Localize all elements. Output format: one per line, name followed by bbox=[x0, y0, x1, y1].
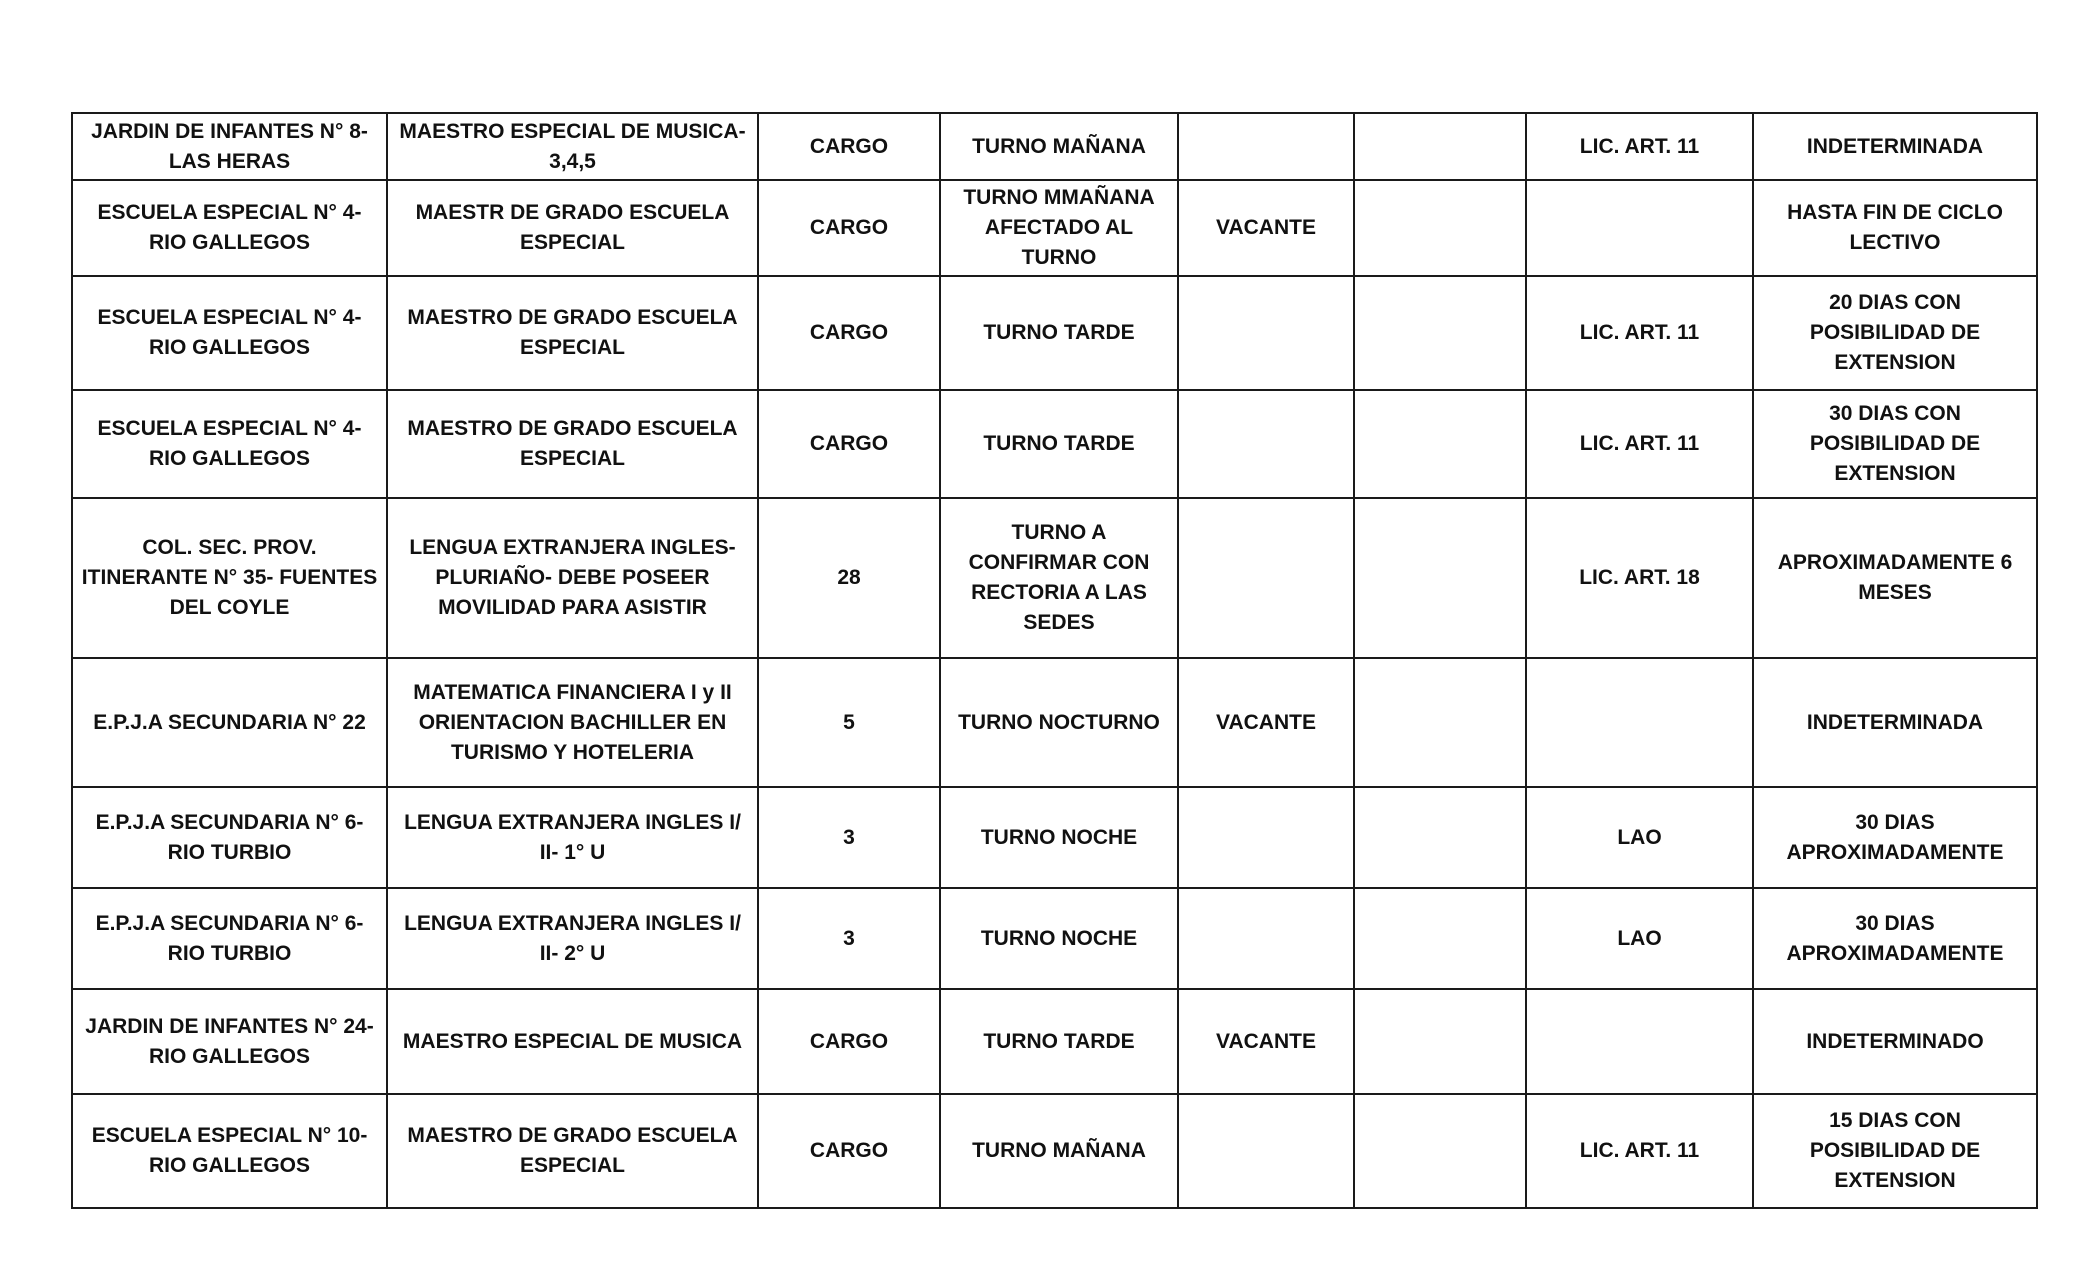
license-cell: LIC. ART. 11 bbox=[1526, 390, 1753, 498]
hours-cell: CARGO bbox=[758, 390, 940, 498]
shift-cell: TURNO TARDE bbox=[940, 390, 1178, 498]
school-cell: COL. SEC. PROV. ITINERANTE N° 35- FUENTES DEL COYLE bbox=[72, 498, 387, 658]
table-row bbox=[72, 276, 2037, 390]
shift-cell: TURNO A CONFIRMAR CON RECTORIA A LAS SEDES bbox=[940, 498, 1178, 658]
school-cell: E.P.J.A SECUNDARIA N° 6- RIO TURBIO bbox=[72, 787, 387, 888]
license-cell bbox=[1526, 658, 1753, 787]
position-cell: LENGUA EXTRANJERA INGLES I/ II- 2° U bbox=[387, 888, 758, 989]
extra-cell bbox=[1354, 113, 1526, 180]
license-cell: LAO bbox=[1526, 787, 1753, 888]
duration-cell: INDETERMINADO bbox=[1753, 989, 2037, 1094]
shift-cell: TURNO NOCTURNO bbox=[940, 658, 1178, 787]
extra-cell bbox=[1354, 888, 1526, 989]
position-cell: MAESTRO ESPECIAL DE MUSICA- 3,4,5 bbox=[387, 113, 758, 180]
duration-cell: 15 DIAS CON POSIBILIDAD DE EXTENSION bbox=[1753, 1094, 2037, 1208]
license-cell: LIC. ART. 11 bbox=[1526, 276, 1753, 390]
school-cell: ESCUELA ESPECIAL N° 4- RIO GALLEGOS bbox=[72, 276, 387, 390]
status-cell: VACANTE bbox=[1178, 180, 1354, 276]
extra-cell bbox=[1354, 989, 1526, 1094]
duration-cell: 20 DIAS CON POSIBILIDAD DE EXTENSION bbox=[1753, 276, 2037, 390]
license-cell bbox=[1526, 989, 1753, 1094]
hours-cell: CARGO bbox=[758, 276, 940, 390]
status-cell: VACANTE bbox=[1178, 989, 1354, 1094]
extra-cell bbox=[1354, 390, 1526, 498]
hours-cell: 5 bbox=[758, 658, 940, 787]
status-cell bbox=[1178, 113, 1354, 180]
position-cell: MAESTRO DE GRADO ESCUELA ESPECIAL bbox=[387, 1094, 758, 1208]
shift-cell: TURNO MAÑANA bbox=[940, 1094, 1178, 1208]
hours-cell: 3 bbox=[758, 787, 940, 888]
extra-cell bbox=[1354, 1094, 1526, 1208]
position-cell: MATEMATICA FINANCIERA I y II ORIENTACION BACHILLER EN TURISMO Y HOTELERIA bbox=[387, 658, 758, 787]
school-cell: JARDIN DE INFANTES N° 24- RIO GALLEGOS bbox=[72, 989, 387, 1094]
license-cell: LIC. ART. 11 bbox=[1526, 113, 1753, 180]
table-row bbox=[72, 658, 2037, 787]
extra-cell bbox=[1354, 180, 1526, 276]
position-cell: MAESTRO DE GRADO ESCUELA ESPECIAL bbox=[387, 276, 758, 390]
status-cell bbox=[1178, 276, 1354, 390]
status-cell: VACANTE bbox=[1178, 658, 1354, 787]
status-cell bbox=[1178, 390, 1354, 498]
school-cell: ESCUELA ESPECIAL N° 4- RIO GALLEGOS bbox=[72, 180, 387, 276]
position-cell: LENGUA EXTRANJERA INGLES- PLURIAÑO- DEBE POSEER MOVILIDAD PARA ASISTIR bbox=[387, 498, 758, 658]
duration-cell: 30 DIAS CON POSIBILIDAD DE EXTENSION bbox=[1753, 390, 2037, 498]
duration-cell: APROXIMADAMENTE 6 MESES bbox=[1753, 498, 2037, 658]
license-cell: LIC. ART. 18 bbox=[1526, 498, 1753, 658]
hours-cell: CARGO bbox=[758, 1094, 940, 1208]
shift-cell: TURNO NOCHE bbox=[940, 888, 1178, 989]
table-row bbox=[72, 390, 2037, 498]
status-cell bbox=[1178, 1094, 1354, 1208]
license-cell: LIC. ART. 11 bbox=[1526, 1094, 1753, 1208]
license-cell: LAO bbox=[1526, 888, 1753, 989]
shift-cell: TURNO NOCHE bbox=[940, 787, 1178, 888]
duration-cell: INDETERMINADA bbox=[1753, 658, 2037, 787]
table-row bbox=[72, 113, 2037, 180]
status-cell bbox=[1178, 888, 1354, 989]
hours-cell: 3 bbox=[758, 888, 940, 989]
position-cell: MAESTRO ESPECIAL DE MUSICA bbox=[387, 989, 758, 1094]
school-cell: E.P.J.A SECUNDARIA N° 6- RIO TURBIO bbox=[72, 888, 387, 989]
hours-cell: CARGO bbox=[758, 180, 940, 276]
shift-cell: TURNO MAÑANA bbox=[940, 113, 1178, 180]
hours-cell: CARGO bbox=[758, 113, 940, 180]
status-cell bbox=[1178, 787, 1354, 888]
vacancies-table bbox=[71, 112, 2038, 1209]
position-cell: MAESTR DE GRADO ESCUELA ESPECIAL bbox=[387, 180, 758, 276]
shift-cell: TURNO TARDE bbox=[940, 276, 1178, 390]
shift-cell: TURNO MMAÑANA AFECTADO AL TURNO bbox=[940, 180, 1178, 276]
table-body bbox=[72, 113, 2037, 1208]
table-row bbox=[72, 498, 2037, 658]
school-cell: ESCUELA ESPECIAL N° 4- RIO GALLEGOS bbox=[72, 390, 387, 498]
license-cell bbox=[1526, 180, 1753, 276]
duration-cell: HASTA FIN DE CICLO LECTIVO bbox=[1753, 180, 2037, 276]
table-row bbox=[72, 180, 2037, 276]
table-row bbox=[72, 989, 2037, 1094]
duration-cell: INDETERMINADA bbox=[1753, 113, 2037, 180]
table-row bbox=[72, 888, 2037, 989]
position-cell: LENGUA EXTRANJERA INGLES I/ II- 1° U bbox=[387, 787, 758, 888]
extra-cell bbox=[1354, 498, 1526, 658]
hours-cell: 28 bbox=[758, 498, 940, 658]
school-cell: JARDIN DE INFANTES N° 8- LAS HERAS bbox=[72, 113, 387, 180]
school-cell: E.P.J.A SECUNDARIA N° 22 bbox=[72, 658, 387, 787]
extra-cell bbox=[1354, 787, 1526, 888]
duration-cell: 30 DIAS APROXIMADAMENTE bbox=[1753, 787, 2037, 888]
school-cell: ESCUELA ESPECIAL N° 10- RIO GALLEGOS bbox=[72, 1094, 387, 1208]
position-cell: MAESTRO DE GRADO ESCUELA ESPECIAL bbox=[387, 390, 758, 498]
duration-cell: 30 DIAS APROXIMADAMENTE bbox=[1753, 888, 2037, 989]
extra-cell bbox=[1354, 276, 1526, 390]
status-cell bbox=[1178, 498, 1354, 658]
extra-cell bbox=[1354, 658, 1526, 787]
table-row bbox=[72, 787, 2037, 888]
hours-cell: CARGO bbox=[758, 989, 940, 1094]
shift-cell: TURNO TARDE bbox=[940, 989, 1178, 1094]
table-row bbox=[72, 1094, 2037, 1208]
